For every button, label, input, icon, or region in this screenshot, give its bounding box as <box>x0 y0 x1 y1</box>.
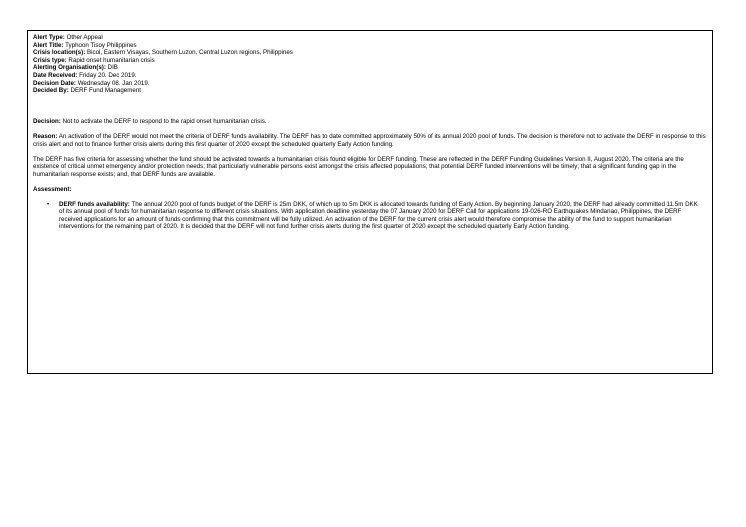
decision-record-box <box>27 30 713 374</box>
assessment-item-label: DERF funds availability: <box>59 200 130 208</box>
alert-title-value: Typhoon Tisoy Philippines <box>63 41 137 49</box>
decision-date-row <box>33 80 707 88</box>
bullet-icon: • <box>47 200 50 208</box>
date-received-row <box>33 72 707 80</box>
spacer <box>33 148 707 156</box>
spacer <box>33 179 707 187</box>
spacer <box>33 125 707 133</box>
decision-text: Not to activate the DERF to respond to the rapid onset humanitarian crisis. <box>60 117 267 125</box>
decision-label: Decision: <box>33 117 61 125</box>
crisis-type-value: Rapid onset humanitarian crisis <box>66 56 155 64</box>
date-received-label: Date Received: <box>33 71 78 79</box>
date-received-value: Friday 20. Dec 2019. <box>77 71 137 79</box>
decision-date-value: Wednesday 08. Jan 2019. <box>75 79 150 87</box>
alert-type-row <box>33 34 707 42</box>
assessment-heading <box>33 186 707 194</box>
decided-by-value: DERF Fund Management <box>68 87 141 95</box>
reason-paragraph <box>33 133 707 148</box>
alerting-org-value: DIB <box>105 64 118 72</box>
crisis-type-label: Crisis type: <box>33 56 67 64</box>
alert-title-label: Alert Title: <box>33 41 64 49</box>
decision-paragraph <box>33 118 707 126</box>
list-item <box>33 201 707 231</box>
assessment-item-text: The annual 2020 pool of funds budget of the DERF is 25m DKK, of which up to 5m DKK is allocated towards funding of Early Action. By beginning January 2020, the DERF had already committed 11.5m DKK of its annual pool of funds for humanitarian response to different crisis situations. With application deadline yesterday the 07 January 2020 for DERF Call for applications 19-026-RO Earthquakes Mindanao, Philippines, the DERF received applications for an amount of funds confirming that this commitment will be fully utilized. An activation of the DERF for the current crisis alert would therefore compromise the ability of the fund to support humanitarian interventions for the remaining part of 2020. It is decided that the DERF will not fund further crisis alerts during the first quarter of 2020 except the scheduled quarterly Early Action funding. <box>59 200 698 231</box>
alert-title-row <box>33 42 707 50</box>
assessment-list <box>33 201 707 231</box>
alerting-org-label: Alerting Organisation(s): <box>33 64 106 72</box>
decision-date-label: Decision Date: <box>33 79 76 87</box>
criteria-paragraph: The DERF has five criteria for assessing whether the fund should be activated towards a humanitarian crisis found eligible for DERF funding. These are reflected in the DERF Funding Guidelines Version II, August 2020. The criteria are the existence of critical unmet emergency and/or protection needs; that particularly vulnerable persons exist amongst the crisis affected populations; that potential DERF funded interventions will be timely; that a significant funding gap in the humanitarian response exists; and, that DERF funds are available. <box>33 155 684 178</box>
spacer <box>33 95 707 118</box>
assessment-label: Assessment: <box>33 186 72 194</box>
alert-type-value: Other Appeal <box>64 34 103 41</box>
crisis-location-label: Crisis location(s): <box>33 49 86 57</box>
crisis-location-row <box>33 49 707 57</box>
reason-text: An activation of the DERF would not meet the criteria of DERF funds availability. The DERF has to date committed approximately 50% of its annual 2020 pool of funds. The decision is therefore not to activate the DERF in response to this crisis alert and not to finance further crisis alerts during this first quarter of 2020 except the scheduled quarterly Early Action funding. <box>33 132 706 148</box>
alert-type-label: Alert Type: <box>33 34 65 41</box>
alerting-org-row <box>33 64 707 72</box>
decided-by-label: Decided By: <box>33 87 69 95</box>
decided-by-row <box>33 87 707 95</box>
crisis-location-value: Bicol, Eastern Visayas, Southern Luzon, Central Luzon regions, Philippines <box>85 49 293 57</box>
crisis-type-row <box>33 57 707 65</box>
reason-label: Reason: <box>33 132 58 140</box>
